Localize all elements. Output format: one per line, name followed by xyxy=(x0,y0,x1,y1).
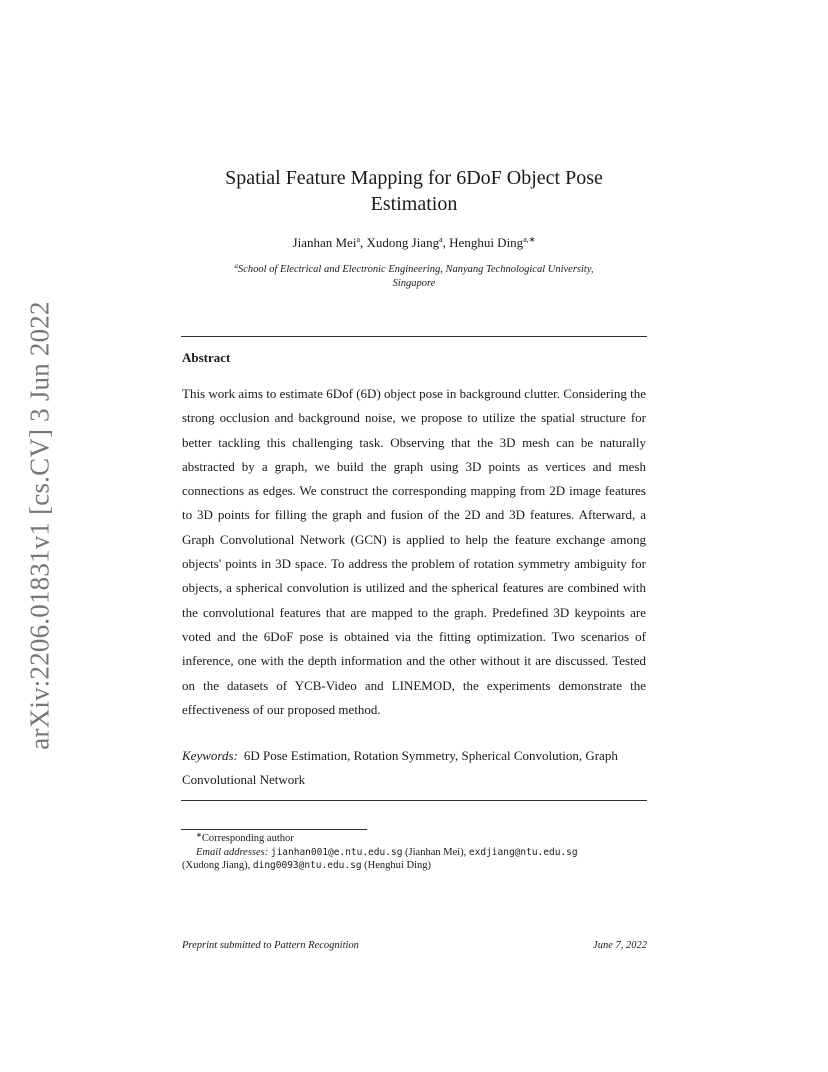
keywords-text: 6D Pose Estimation, Rotation Symmetry, Spherical Convolution, Graph Convolutional Network xyxy=(182,748,618,787)
paper-title xyxy=(182,165,646,217)
author-affiliation-mark: a,∗ xyxy=(523,235,536,244)
author-list: Jianhan Mei$^a$, Xudong Jiang$^a$, Henghui Ding$^{a,∗}$ xyxy=(292,235,536,250)
footnotes xyxy=(182,832,648,873)
email-label: Email addresses: xyxy=(196,846,269,858)
submission-date: June 7, 2022 xyxy=(593,940,647,951)
email-address: exdjiang@ntu.edu.sg xyxy=(468,846,578,858)
footnote-rule xyxy=(181,829,367,830)
abstract-text: This work aims to estimate 6Dof (6D) object pose in background clutter. Considering the strong occlusion and background noise, we propose to utilize the spatial structure for better tackling this challenging task. Observing that the 3D mesh can be naturally abstracted by a graph, we build the graph using 3D points as vertices and mesh connections as edges. We construct the corresponding mapping from 2D image features to 3D points for filling the graph and fusion of the 2D and 3D features. Afterward, a Graph Convolutional Network (GCN) is applied to help the feature exchange among objects' points in 3D space. To address the problem of rotation symmetry ambiguity for objects, a spherical convolution is utilized and the spherical features are combined with the convolutional features that are mapped to the graph. Predefined 3D keypoints are voted and the 6DoF pose is obtained via the fitting optimization. Two scenarios of inference, one with the depth information and the other without it are discussed. Tested on the datasets of YCB-Video and LINEMOD, the experiments demonstrate the effectiveness of our proposed method. xyxy=(182,386,646,717)
email-owner: (Henghui Ding) xyxy=(364,860,431,871)
email-address: jianhan001@e.ntu.edu.sg xyxy=(270,846,403,858)
corresponding-author-note: Corresponding author xyxy=(201,833,294,844)
keywords-label: Keywords: xyxy=(182,748,238,763)
author-affiliation-mark: a xyxy=(439,235,443,244)
author-name: Henghui Ding xyxy=(449,235,524,250)
preprint-note: Preprint submitted to Pattern Recognition xyxy=(182,940,359,951)
abstract-bottom-rule xyxy=(181,800,647,801)
affiliation xyxy=(182,263,646,291)
affiliation-line-1: School of Electrical and Electronic Engineering, Nanyang Technological University, xyxy=(237,264,594,275)
author-name: Jianhan Mei xyxy=(292,235,357,250)
email-owner: (Xudong Jiang), xyxy=(182,860,251,871)
affiliation-mark: a xyxy=(234,262,238,270)
paper-title-line-1: Spatial Feature Mapping for 6DoF Object Pose xyxy=(225,167,603,189)
keywords xyxy=(182,744,646,792)
arxiv-identifier-stamp xyxy=(16,295,64,755)
author-affiliation-mark: a xyxy=(356,235,360,244)
email-address: ding0093@ntu.edu.sg xyxy=(252,860,362,871)
paper-title-line-2: Estimation xyxy=(370,193,458,215)
author-name: Xudong Jiang xyxy=(366,235,440,250)
footnote-mark: ∗ xyxy=(196,831,202,839)
email-owner: (Jianhan Mei), xyxy=(405,846,467,858)
abstract-top-rule xyxy=(181,336,647,337)
affiliation-line-2: Singapore xyxy=(392,278,436,289)
arxiv-identifier-text: arXiv:2206.01831v1 [cs.CV] 3 Jun 2022 xyxy=(24,300,55,750)
abstract-heading: Abstract xyxy=(182,350,231,365)
